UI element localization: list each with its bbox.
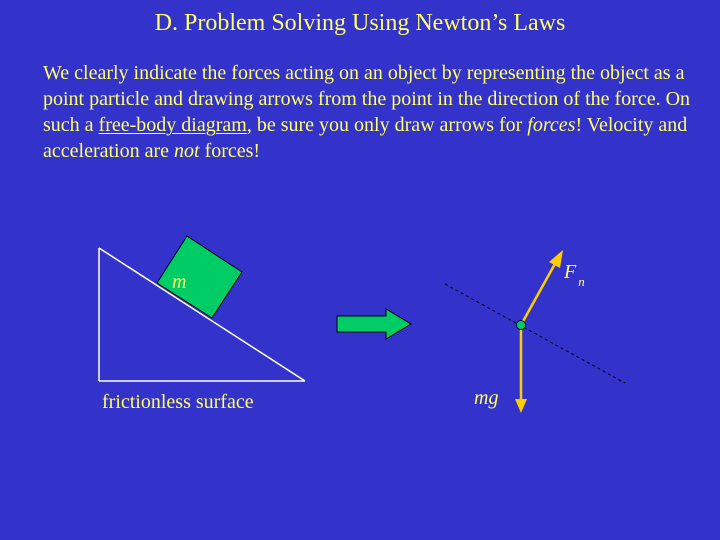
normal-force-arrowhead — [549, 250, 563, 268]
weight-arrowhead — [515, 399, 527, 413]
body-text-part3: , be sure you only draw arrows for — [246, 114, 528, 136]
frictionless-surface-label: frictionless surface — [102, 391, 254, 413]
point-particle — [517, 321, 526, 330]
body-text-part5: ! Velocity and acceleration are — [43, 114, 688, 162]
normal-force-label — [564, 260, 585, 289]
body-text-part7: forces! — [199, 140, 261, 162]
weight-label: mg — [474, 387, 499, 409]
right-arrow-icon — [337, 309, 411, 339]
normal-force-symbol: F — [564, 261, 577, 283]
normal-force-subscript: n — [578, 274, 585, 289]
slide-title: D. Problem Solving Using Newton’s Laws — [154, 10, 566, 36]
forces-emphasis: forces — [527, 114, 576, 136]
mass-block — [157, 236, 242, 318]
normal-force-arrow — [521, 262, 556, 325]
not-emphasis: not — [174, 140, 200, 162]
body-text-part1: We clearly indicate the forces acting on an object by representing the object as a point particle and drawing arrows from the point in the direction of the force. On such a — [43, 62, 691, 136]
free-body-diagram-term: free-body diagram — [98, 114, 247, 136]
mass-label: m — [172, 271, 187, 293]
